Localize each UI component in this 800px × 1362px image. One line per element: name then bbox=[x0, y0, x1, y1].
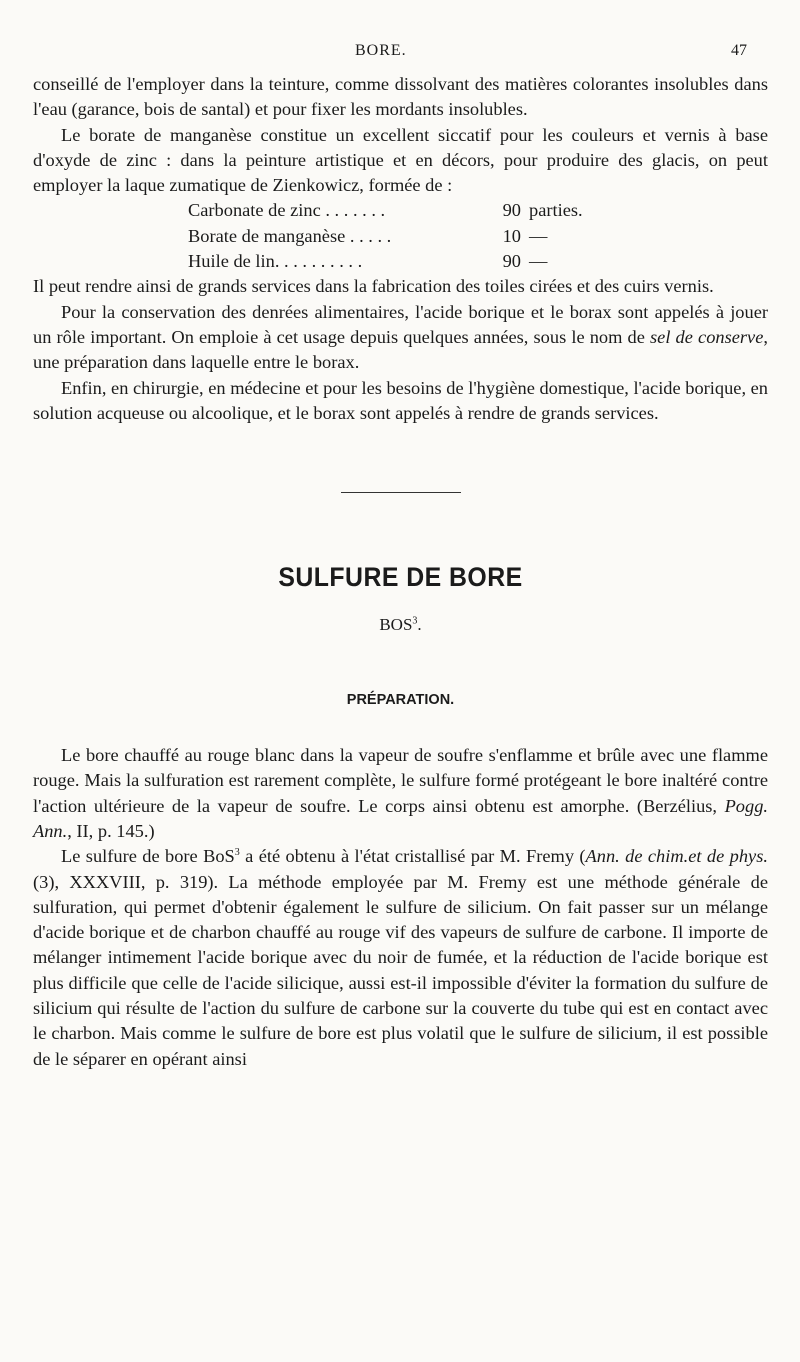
recipe-ingredient: Borate de manganèse . . . . . bbox=[188, 225, 392, 246]
paragraph-preparation-2 bbox=[33, 844, 768, 1072]
running-head-title: BORE. bbox=[355, 42, 407, 59]
preparation-text bbox=[33, 743, 768, 1072]
prep1-reference-end: , II, p. 145.) bbox=[67, 820, 155, 841]
prep2-text-3: (3), XXXVIII, p. 319). La méthode employée par M. Fremy est une méthode générale de sulfuration, qui permet d'obtenir également le sulfure de silicium. On fait passer sur un mélange d'acide borique et de charbon chauffé au rouge vif des vapeurs de sulfure de carbone. Il importe de mélanger intimement l'acide borique avec du noir de fumée, et la réduction de l'acide borique est plus difficile que celle de l'acide silicique, aussi est-il impossible d'éviter la formation du sulfure de silicium qui résulte de l'action du sulfure de carbone sur la couverte du tube qui est en contact avec le charbon. Mais comme le sulfure de bore est plus volatil que le sulfure de silicium, il est possible de le séparer en opérant ainsi bbox=[33, 871, 768, 1069]
prep2-text-1: Le sulfure de bore BoS bbox=[61, 846, 235, 867]
recipe-ingredient: Carbonate de zinc . . . . . . . bbox=[188, 200, 386, 221]
term-sel-de-conserve: sel de conserve bbox=[650, 326, 764, 347]
formula-end: . bbox=[417, 615, 422, 635]
formula-base: BOS bbox=[379, 615, 413, 635]
prep2-text-2: a été obtenu à l'état cristallisé par M. Fremy ( bbox=[239, 846, 586, 867]
paragraph-preparation-1 bbox=[33, 743, 768, 844]
recipe-row bbox=[188, 198, 618, 223]
recipe-quantity: 90 bbox=[502, 251, 521, 272]
paragraph-continuation: conseillé de l'employer dans la teinture, comme dissolvant des matières colorantes insolubles dans l'eau (garance, bois de santal) et pour fixer les mordants insolubles. bbox=[33, 74, 768, 120]
prep2-reference: Ann. de chim.et de phys. bbox=[585, 846, 768, 867]
page-number: 47 bbox=[731, 42, 747, 59]
recipe-unit: — bbox=[529, 251, 548, 272]
prep2-superscript: 3 bbox=[234, 847, 240, 859]
recipe-quantity: 10 bbox=[502, 225, 521, 246]
prep1-reference: Pogg. Ann. bbox=[33, 795, 768, 841]
recipe-row bbox=[188, 224, 618, 249]
running-head bbox=[0, 42, 800, 66]
conservation-text-end: , une préparation dans laquelle entre le borax. bbox=[33, 326, 768, 373]
recipe-unit: — bbox=[529, 225, 548, 246]
recipe-table bbox=[188, 198, 618, 274]
recipe-quantity: 90 bbox=[502, 200, 521, 221]
conservation-text: Pour la conservation des denrées alimentaires, l'acide borique et le borax sont appelés à jouer un rôle important. On emploie à cet usage depuis quelques années, sous le nom de bbox=[33, 301, 768, 347]
chemical-formula bbox=[33, 612, 768, 637]
paragraph-conservation bbox=[33, 300, 768, 376]
recipe-row bbox=[188, 249, 618, 274]
text-column bbox=[33, 72, 768, 1072]
paragraph-chirurgie: Enfin, en chirurgie, en médecine et pour les besoins de l'hygiène domestique, l'acide borique, en solution acqueuse ou alcoolique, et le borax sont appelés à rendre de grands services. bbox=[33, 377, 768, 423]
section-divider bbox=[341, 492, 461, 493]
subheading-preparation: PRÉPARATION. bbox=[346, 691, 455, 708]
recipe-ingredient: Huile de lin. . . . . . . . . . bbox=[188, 251, 363, 272]
recipe-unit: parties. bbox=[529, 200, 583, 221]
formula-subscript: 3 bbox=[412, 615, 418, 627]
paragraph-borate-manganese: Le borate de manganèse constitue un excellent siccatif pour les couleurs et vernis à base d'oxyde de zinc : dans la peinture artistique et en décors, pour produire des glacis, on peut employer la laque zumatique de Zienkowicz, formée de : bbox=[33, 124, 768, 196]
section-title: SULFURE DE BORE bbox=[278, 562, 523, 593]
prep1-text: Le bore chauffé au rouge blanc dans la vapeur de soufre s'enflamme et brûle avec une flamme rouge. Mais la sulfuration est rarement complète, le sulfure formé protégeant le bore inaltéré contre l'action ultérieure de la vapeur de soufre. Le corps ainsi obtenu est amorphe. (Berzélius, bbox=[33, 745, 768, 816]
paragraph-toiles-cirees: Il peut rendre ainsi de grands services dans la fabrication des toiles cirées et des cuirs vernis. bbox=[33, 276, 714, 297]
